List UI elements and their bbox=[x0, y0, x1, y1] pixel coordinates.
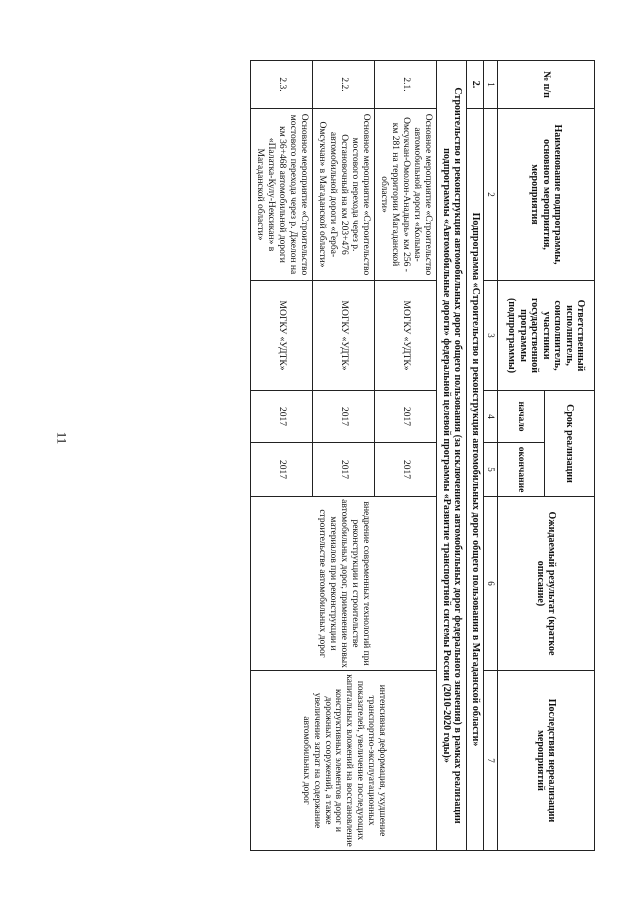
row-name: Основное мероприятие «Строительство мостового перехода через р. Джелон на км 36+468 автомобильной дороги «Палатка-Кулу-Нексикан» в Магаданской области» bbox=[251, 109, 313, 281]
row-end: 2017 bbox=[251, 443, 313, 497]
col-number: 6 bbox=[484, 497, 497, 671]
section-number: 2. bbox=[467, 61, 484, 109]
section-subtitle: Строительство и реконструкция автомобильных дорог общего пользования (за исключением автомобильных дорог федерального значения) в рамках реализации подпрограммы «Автомобильные дороги» федеральной целевой программы «Развитие транспортной системы России (2010-2020 годы)» bbox=[437, 61, 467, 851]
row-number: 2.2. bbox=[313, 61, 375, 109]
row-number: 2.3. bbox=[251, 61, 313, 109]
col-number: 3 bbox=[484, 281, 497, 391]
col-number: 2 bbox=[484, 109, 497, 281]
row-end: 2017 bbox=[313, 443, 375, 497]
header-end: окончание bbox=[497, 443, 545, 497]
section-title: Подпрограмма «Строительство и реконструкция автомобильных дорог общего пользования в Магаданской области» bbox=[467, 109, 484, 851]
header-period: Срок реализации bbox=[545, 391, 595, 497]
row-executor: МОГКУ «УДТК» bbox=[375, 281, 437, 391]
header-consequence: Последствия нереализации мероприятий bbox=[497, 671, 594, 851]
header-executor: Ответственный исполнитель, соисполнитель, участники государственной программы (подпрограммы) bbox=[497, 281, 594, 391]
row-end: 2017 bbox=[375, 443, 437, 497]
row-name: Основное мероприятие «Строительство автомобильной дороги «Колыма-Омсукчан-Омолон-Анадырь» км 256 - км 281 на территории Магаданской области» bbox=[375, 109, 437, 281]
col-number: 5 bbox=[484, 443, 497, 497]
row-start: 2017 bbox=[375, 391, 437, 443]
consequence: интенсивная деформация, ухудшение транспортно-эксплуатационных показателей, увеличение последующих капитальных вложений на восстановление конструктивных элементов дорог и дорожных сооружений, а также увеличение затрат на содержание автомобильных дорог bbox=[251, 671, 437, 851]
col-number: 7 bbox=[484, 671, 497, 851]
expected-result: внедрение современных технологий при реконструкции и строительстве автомобильных дорог, применение новых материалов при реконструкции и строительстве автомобильных дорог bbox=[251, 497, 437, 671]
row-start: 2017 bbox=[313, 391, 375, 443]
row-name: Основное мероприятие «Строительство мостового перехода через р. Остановочный на км 203+476 автомобильной дороги «Герба-Омсукчан» в Магаданской области» bbox=[313, 109, 375, 281]
header-num: № п/п bbox=[497, 61, 594, 109]
measures-table bbox=[250, 60, 595, 851]
header-name: Наименование подпрограммы, основного мероприятия, мероприятия bbox=[497, 109, 594, 281]
row-executor: МОГКУ «УДТК» bbox=[251, 281, 313, 391]
row-start: 2017 bbox=[251, 391, 313, 443]
row-executor: МОГКУ «УДТК» bbox=[313, 281, 375, 391]
row-number: 2.1. bbox=[375, 61, 437, 109]
col-number: 1 bbox=[484, 61, 497, 109]
header-start: начало bbox=[497, 391, 545, 443]
rotated-table-wrapper bbox=[250, 60, 595, 850]
col-number: 4 bbox=[484, 391, 497, 443]
header-result: Ожидаемый результат (краткое описание) bbox=[497, 497, 594, 671]
page-number: 11 bbox=[54, 431, 70, 445]
